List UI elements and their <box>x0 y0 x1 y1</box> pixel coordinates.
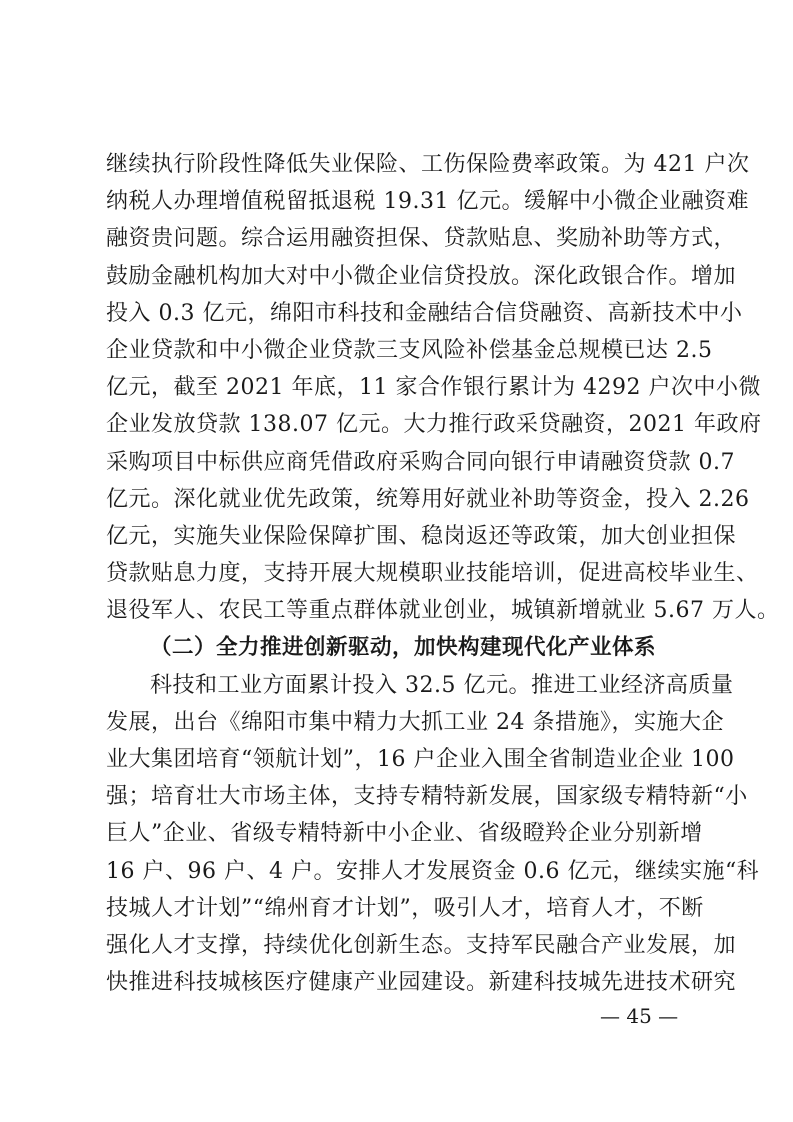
section-heading: （二）全力推进创新驱动，加快构建现代化产业体系 <box>150 635 657 661</box>
text-line: 亿元，截至 2021 年底，11 家合作银行累计为 4292 户次中小微 <box>106 375 761 401</box>
text-line: 企业贷款和中小微企业贷款三支风险补偿基金总规模已达 2.5 <box>106 337 713 363</box>
text-line: 继续执行阶段性降低失业保险、工伤保险费率政策。为 421 户次 <box>106 152 750 177</box>
text-line: 技城人才计划”“绵州育才计划”，吸引人才，培育人才，不断 <box>106 895 704 921</box>
text-line: 强；培育壮大市场主体，支持专精特新发展，国家级专精特新“小 <box>106 784 748 810</box>
text-line: 融资贵问题。综合运用融资担保、贷款贴息、奖励补助等方式， <box>106 226 737 252</box>
text-line: 贷款贴息力度，支持开展大规模职业技能培训，促进高校毕业生、 <box>106 561 759 587</box>
text-line: 企业发放贷款 138.07 亿元。大力推行政采贷融资，2021 年政府 <box>106 412 762 438</box>
text-line: 鼓励金融机构加大对中小微企业信贷投放。深化政银合作。增加 <box>106 263 737 289</box>
text-line: 投入 0.3 亿元，绵阳市科技和金融结合信贷融资、高新技术中小 <box>106 300 743 326</box>
text-line: 纳税人办理增值税留抵退税 19.31 亿元。缓解中小微企业融资难 <box>106 189 749 215</box>
text-line: 业大集团培育“领航计划”，16 户企业入围全省制造业企业 100 <box>106 747 735 772</box>
text-line: 16 户、96 户、4 户。安排人才发展资金 0.6 亿元，继续实施“科 <box>106 858 760 884</box>
text-line: 退役军人、农民工等重点群体就业创业，城镇新增就业 5.67 万人。 <box>106 598 780 624</box>
text-line: 快推进科技城核医疗健康产业园建设。新建科技城先进技术研究 <box>106 970 737 996</box>
page-number: — 45 — <box>600 1004 679 1028</box>
text-line: 强化人才支撑，持续优化创新生态。支持军民融合产业发展，加 <box>106 932 737 958</box>
text-line: 科技和工业方面累计投入 32.5 亿元。推进工业经济高质量 <box>150 672 734 698</box>
text-line: 亿元。深化就业优先政策，统筹用好就业补助等资金，投入 2.26 <box>106 486 750 512</box>
text-line: 亿元，实施失业保险保障扩围、稳岗返还等政策，加大创业担保 <box>106 523 737 549</box>
text-line: 采购项目中标供应商凭借政府采购合同向银行申请融资贷款 0.7 <box>106 449 735 475</box>
text-line: 巨人”企业、省级专精特新中小企业、省级瞪羚企业分别新增 <box>106 821 703 847</box>
body-text <box>106 146 780 1001</box>
text-line: 发展，出台《绵阳市集中精力大抓工业 24 条措施》，实施大企 <box>106 709 724 735</box>
